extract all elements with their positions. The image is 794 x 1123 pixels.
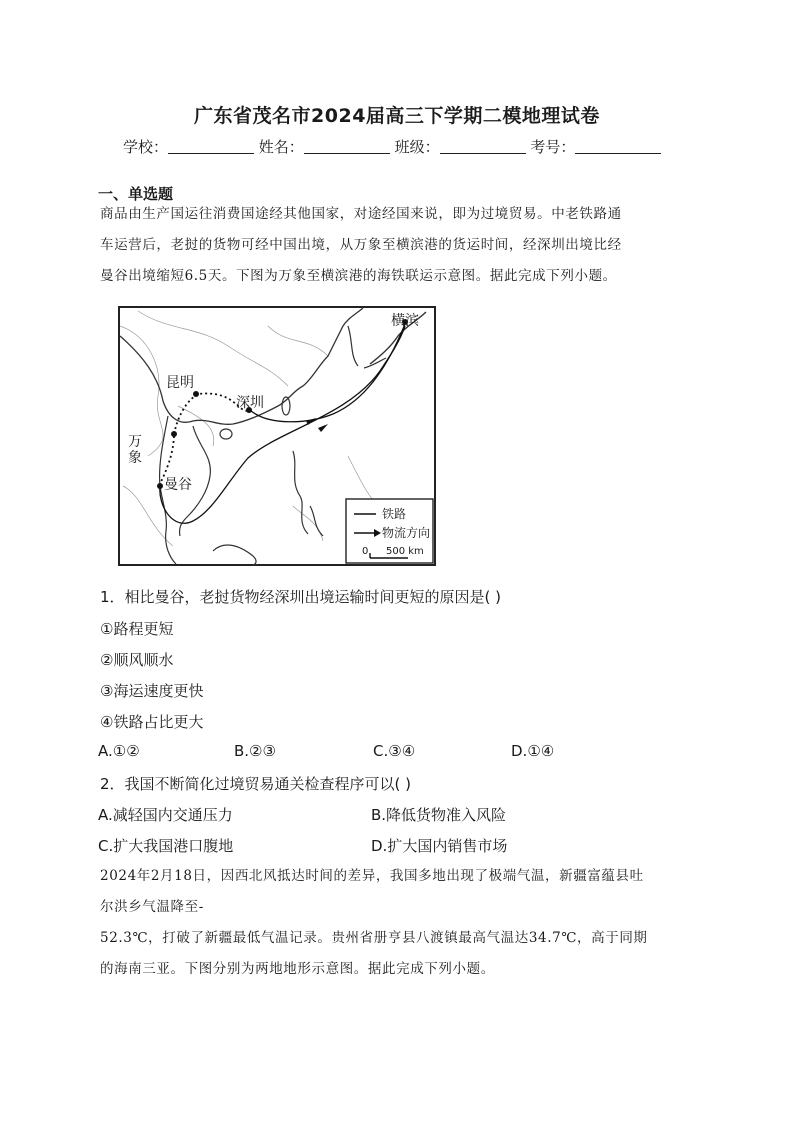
exam-no-label: 考号： (530, 138, 576, 156)
question-1-option-c[interactable]: C.③④ (373, 742, 416, 760)
school-field[interactable] (168, 139, 254, 154)
question-2-option-a[interactable]: A.减轻国内交通压力 (98, 806, 233, 824)
question-1-stem: 1．相比曼谷，老挝货物经深圳出境运输时间更短的原因是( ) (100, 588, 502, 606)
question-2-option-c[interactable]: C.扩大我国港口腹地 (98, 837, 234, 855)
legend-scale-distance: 500 km (386, 546, 424, 557)
legend-railway: 铁路 (382, 507, 407, 521)
passage-2-line: 尔洪乡气温降至- (100, 899, 204, 915)
passage-1 (100, 199, 696, 292)
question-1-item: ④铁路占比更大 (100, 713, 204, 731)
map-label-bangkok: 曼谷 (164, 477, 192, 493)
class-field[interactable] (440, 139, 526, 154)
passage-1-line: 商品由生产国运往消费国途经其他国家，对途经国来说，即为过境贸易。中老铁路通 (100, 206, 622, 222)
exam-no-field[interactable] (575, 139, 661, 154)
name-field[interactable] (304, 139, 390, 154)
passage-1-line: 曼谷出境缩短6.5天。下图为万象至横滨港的海铁联运示意图。据此完成下列小题。 (100, 268, 617, 284)
name-label: 姓名： (258, 138, 304, 156)
map-label-vientiane: 万象 (128, 434, 142, 466)
map-label-shenzhen: 深圳 (236, 395, 264, 411)
legend-flow-direction: 物流方向 (382, 526, 431, 540)
page-title: 广东省茂名市2024届高三下学期二模地理试卷 (194, 105, 600, 127)
question-1-option-d[interactable]: D.①④ (511, 742, 555, 760)
question-1-item: ②顺风顺水 (100, 651, 174, 669)
passage-2-line: 的海南三亚。下图分别为两地地形示意图。据此完成下列小题。 (100, 961, 495, 977)
question-2-option-d[interactable]: D.扩大国内销售市场 (371, 837, 508, 855)
map-label-yokohama: 横滨 (391, 313, 419, 329)
passage-2 (100, 861, 696, 985)
question-1-option-b[interactable]: B.②③ (234, 742, 276, 760)
question-1-option-a[interactable]: A.①② (98, 742, 140, 760)
passage-2-line: 52.3℃，打破了新疆最低气温记录。贵州省册亨县八渡镇最高气温达34.7℃，高于同期 (100, 930, 648, 946)
question-2-option-b[interactable]: B.降低货物准入风险 (371, 806, 507, 824)
student-info-line (123, 136, 661, 157)
sea-rail-transport-map (118, 306, 436, 566)
map-label-kunming: 昆明 (166, 375, 194, 391)
question-1-item: ③海运速度更快 (100, 682, 204, 700)
question-1-item: ①路程更短 (100, 620, 174, 638)
question-2-stem: 2．我国不断简化过境贸易通关检查程序可以( ) (100, 775, 412, 793)
passage-1-line: 车运营后，老挝的货物可经中国出境，从万象至横滨港的货运时间，经深圳出境比经 (100, 237, 622, 253)
school-label: 学校： (123, 138, 169, 156)
class-label: 班级： (394, 138, 440, 156)
passage-2-line: 2024年2月18日，因西北风抵达时间的差异，我国多地出现了极端气温，新疆富蕴县吐 (100, 868, 644, 884)
section-heading: 一、单选题 (98, 185, 174, 203)
legend-scale-zero: 0 (362, 546, 369, 557)
